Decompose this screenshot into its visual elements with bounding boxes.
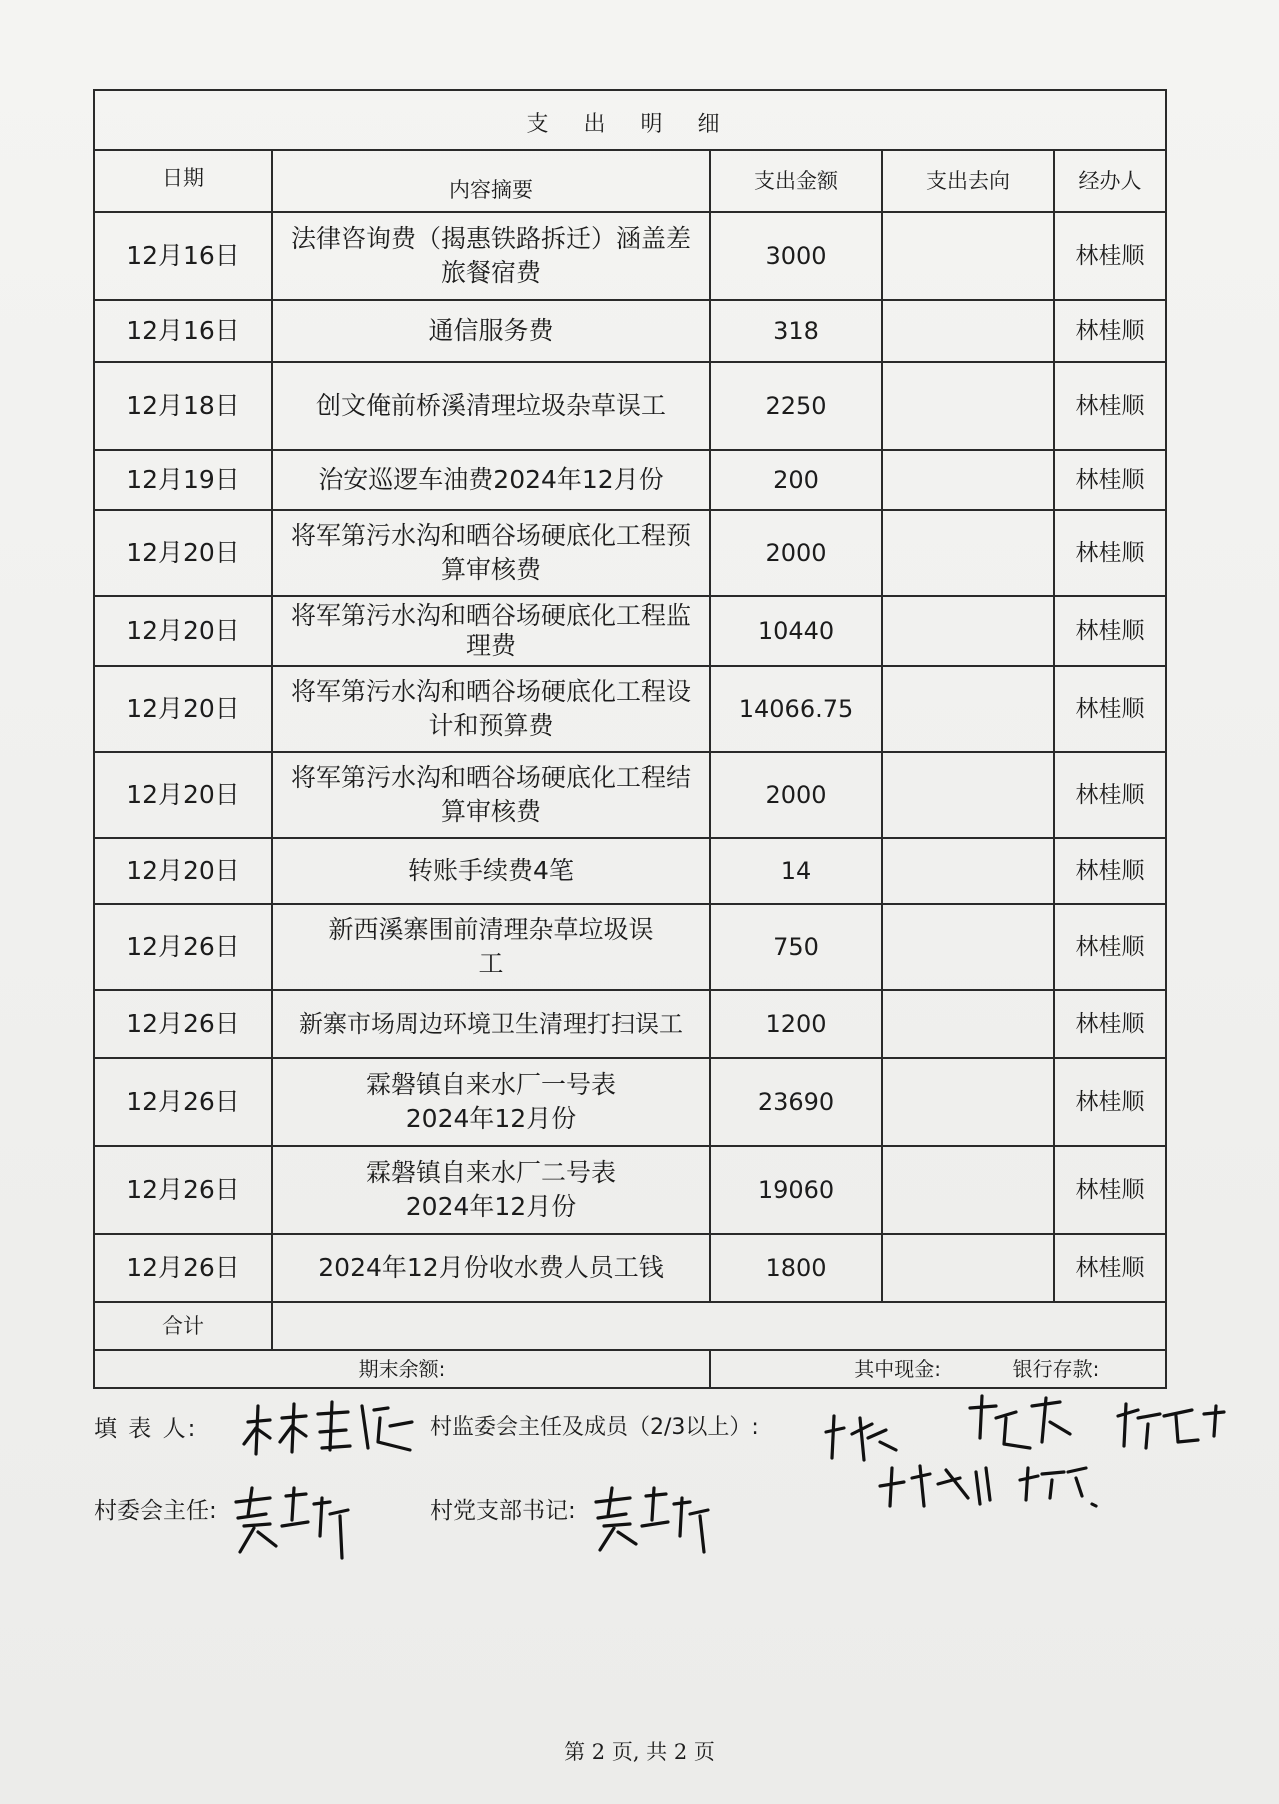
party-secretary-label: 村党支部书记: [430,1498,576,1524]
row-amount: 14 [710,838,882,904]
row-summary: 新寨市场周边环境卫生清理打扫误工 [272,990,710,1058]
row-summary: 法律咨询费（揭惠铁路拆迁）涵盖差旅餐宿费 [272,212,710,300]
row-handler: 林桂顺 [1054,510,1166,596]
total-label: 合计 [94,1302,272,1350]
row-handler: 林桂顺 [1054,904,1166,990]
table-row [94,1234,1166,1302]
row-amount: 23690 [710,1058,882,1146]
row-destination [882,450,1054,510]
filler-label: 填 表 人: [94,1416,198,1442]
row-amount: 2000 [710,510,882,596]
bank-label: 银行存款: [1012,1357,1100,1381]
row-destination [882,362,1054,450]
row-destination [882,838,1054,904]
row-destination [882,752,1054,838]
table-row [94,1058,1166,1146]
table-row [94,596,1166,666]
row-handler: 林桂顺 [1054,300,1166,362]
header-summary: 内容摘要 [272,150,710,212]
row-amount: 1200 [710,990,882,1058]
expense-table [93,89,1167,1389]
row-handler: 林桂顺 [1054,752,1166,838]
row-handler: 林桂顺 [1054,450,1166,510]
row-date: 12月18日 [94,362,272,450]
row-amount: 14066.75 [710,666,882,752]
table-row [94,300,1166,362]
header-destination: 支出去向 [882,151,1054,212]
table-row [94,838,1166,904]
row-date: 12月20日 [94,510,272,596]
committee-director-signature [230,1476,370,1562]
balance-split [710,1350,1166,1388]
row-date: 12月26日 [94,1234,272,1302]
row-amount: 318 [710,300,882,362]
row-summary: 创文俺前桥溪清理垃圾杂草误工 [272,362,710,450]
row-summary: 将军第污水沟和晒谷场硬底化工程结算审核费 [272,752,710,838]
row-destination [882,904,1054,990]
row-date: 12月16日 [94,300,272,362]
table-row [94,212,1166,300]
row-amount: 2000 [710,752,882,838]
table-row [94,752,1166,838]
filler-signature [240,1392,420,1462]
row-date: 12月20日 [94,752,272,838]
table-row [94,904,1166,990]
supervisory-label: 村监委会主任及成员（2/3以上）: [430,1415,759,1440]
supervisory-signatures [820,1388,1240,1508]
row-amount: 10440 [710,596,882,666]
total-value [272,1302,1166,1350]
row-date: 12月26日 [94,1146,272,1234]
row-handler: 林桂顺 [1054,838,1166,904]
row-summary: 新西溪寨围前清理杂草垃圾误工 [272,904,710,990]
row-date: 12月20日 [94,666,272,752]
table-row [94,450,1166,510]
row-destination [882,300,1054,362]
row-destination [882,1146,1054,1234]
row-summary: 2024年12月份收水费人员工钱 [272,1234,710,1302]
table-row [94,990,1166,1058]
header-date: 日期 [94,150,272,212]
row-date: 12月26日 [94,904,272,990]
row-date: 12月20日 [94,596,272,666]
row-handler: 林桂顺 [1054,362,1166,450]
row-date: 12月19日 [94,450,272,510]
row-summary: 将军第污水沟和晒谷场硬底化工程设计和预算费 [272,666,710,752]
cash-label: 其中现金: [854,1357,942,1381]
row-summary: 通信服务费 [272,300,710,362]
row-amount: 2250 [710,362,882,450]
row-date: 12月26日 [94,1058,272,1146]
row-date: 12月16日 [94,212,272,300]
table-row [94,510,1166,596]
row-summary: 转账手续费4笔 [272,838,710,904]
table-row [94,362,1166,450]
total-row [94,1302,1166,1350]
row-date: 12月26日 [94,990,272,1058]
row-summary: 治安巡逻车油费2024年12月份 [272,450,710,510]
row-summary: 霖磐镇自来水厂一号表2024年12月份 [272,1058,710,1146]
row-amount: 200 [710,450,882,510]
row-summary: 霖磐镇自来水厂二号表2024年12月份 [272,1146,710,1234]
row-destination [882,212,1054,300]
row-amount: 750 [710,904,882,990]
row-summary: 将军第污水沟和晒谷场硬底化工程监理费 [272,596,710,666]
page-footer: 第 2 页, 共 2 页 [564,1740,715,1764]
row-summary: 将军第污水沟和晒谷场硬底化工程预算审核费 [272,510,710,596]
end-balance-label: 期末余额: [94,1350,710,1388]
row-destination [882,1234,1054,1302]
table-row [94,666,1166,752]
row-handler: 林桂顺 [1054,212,1166,300]
header-handler: 经办人 [1054,151,1166,212]
row-handler: 林桂顺 [1054,666,1166,752]
row-destination [882,510,1054,596]
row-handler: 林桂顺 [1054,1146,1166,1234]
row-destination [882,596,1054,666]
row-amount: 19060 [710,1146,882,1234]
row-destination [882,666,1054,752]
row-destination [882,990,1054,1058]
row-amount: 1800 [710,1234,882,1302]
committee-director-label: 村委会主任: [94,1498,217,1524]
row-handler: 林桂顺 [1054,596,1166,666]
table-row [94,1146,1166,1234]
row-destination [882,1058,1054,1146]
row-handler: 林桂顺 [1054,1058,1166,1146]
party-secretary-signature [590,1478,730,1558]
header-amount: 支出金额 [710,151,882,212]
row-date: 12月20日 [94,838,272,904]
table-title: 支 出 明 细 [94,90,1166,150]
row-handler: 林桂顺 [1054,1234,1166,1302]
row-handler: 林桂顺 [1054,990,1166,1058]
balance-row [94,1350,1166,1388]
row-amount: 3000 [710,212,882,300]
